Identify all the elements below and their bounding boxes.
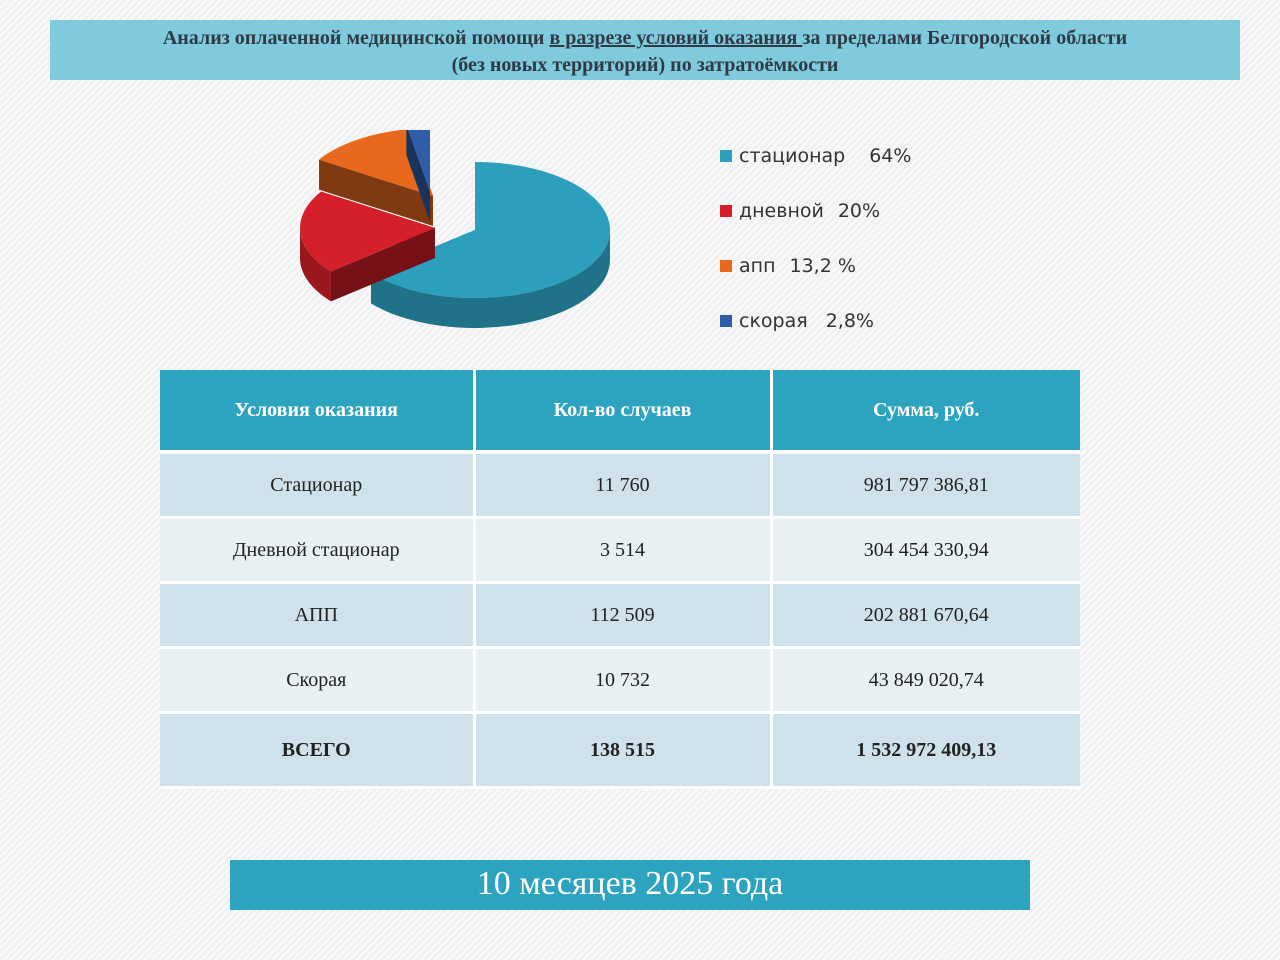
title-part-2: за пределами Белгородской области	[802, 27, 1128, 49]
title-underlined: в разрезе условий оказания	[549, 27, 803, 49]
table-cell: Скорая	[160, 648, 474, 713]
chart-legend	[720, 128, 911, 348]
legend-label: дневной	[739, 199, 824, 222]
table-cell: 11 760	[474, 452, 771, 518]
title-line-2: (без новых территорий) по затратоёмкости	[451, 54, 839, 76]
legend-label: апп	[739, 254, 776, 277]
title-part-1: Анализ оплаченной медицинской помощи	[162, 27, 550, 49]
table-header-row	[160, 370, 1080, 452]
legend-pct: 13,2 %	[789, 254, 856, 277]
table-cell: Стационар	[160, 452, 474, 518]
table-cell: Дневной стационар	[160, 518, 474, 583]
legend-label: скорая	[739, 309, 808, 332]
legend-item-dnevnoy	[720, 183, 911, 238]
table-cell: ВСЕГО	[160, 713, 474, 788]
legend-item-skoraya	[720, 293, 911, 348]
period-banner: 10 месяцев 2025 года	[230, 860, 1030, 910]
table-row	[160, 518, 1080, 583]
data-table	[160, 370, 1080, 789]
legend-swatch-dnevnoy	[720, 205, 732, 217]
legend-item-app	[720, 238, 911, 293]
table-cell: 981 797 386,81	[771, 452, 1080, 518]
legend-item-stacionar	[720, 128, 911, 183]
table-row	[160, 452, 1080, 518]
table-cell: АПП	[160, 583, 474, 648]
column-header: Условия оказания	[160, 370, 474, 452]
legend-label: стационар	[739, 144, 846, 167]
legend-pct: 64%	[869, 144, 912, 167]
pie-chart	[270, 130, 670, 350]
title-line-1	[50, 25, 1240, 52]
legend-swatch-app	[720, 260, 732, 272]
legend-pct: 20%	[837, 199, 881, 222]
table-cell: 10 732	[474, 648, 771, 713]
table-row	[160, 648, 1080, 713]
legend-swatch-stacionar	[720, 150, 732, 162]
legend-pct: 2,8%	[825, 309, 874, 332]
table-cell: 112 509	[474, 583, 771, 648]
table-cell: 202 881 670,64	[771, 583, 1080, 648]
page-title	[50, 20, 1240, 80]
table-total-row	[160, 713, 1080, 788]
column-header: Сумма, руб.	[771, 370, 1080, 452]
legend-swatch-skoraya	[720, 315, 732, 327]
column-header: Кол-во случаев	[474, 370, 771, 452]
table-cell: 3 514	[474, 518, 771, 583]
table-row	[160, 583, 1080, 648]
table-cell: 304 454 330,94	[771, 518, 1080, 583]
table-cell: 1 532 972 409,13	[771, 713, 1080, 788]
table-cell: 43 849 020,74	[771, 648, 1080, 713]
table-cell: 138 515	[474, 713, 771, 788]
